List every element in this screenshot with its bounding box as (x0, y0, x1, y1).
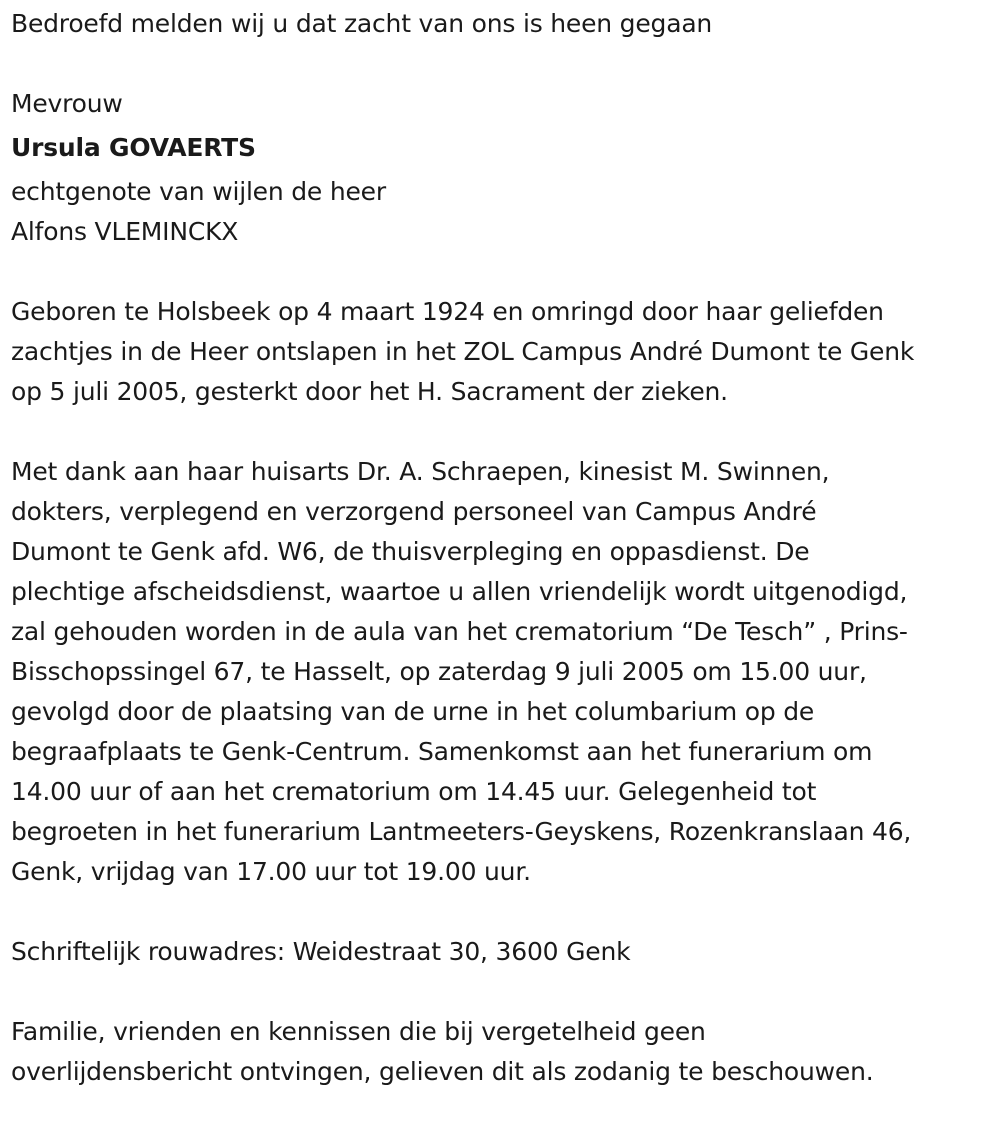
closing-paragraph (11, 1012, 990, 1092)
spacer (11, 44, 990, 84)
paragraph-line: Met dank aan haar huisarts Dr. A. Schraepen, kinesist M. Swinnen, (11, 457, 830, 486)
paragraph-line: op 5 juli 2005, gesterkt door het H. Sacrament der zieken. (11, 377, 728, 406)
paragraph-line: Genk, vrijdag van 17.00 uur tot 19.00 uur. (11, 857, 531, 886)
paragraph-line: begroeten in het funerarium Lantmeeters-Geyskens, Rozenkranslaan 46, (11, 817, 912, 846)
birth-paragraph (11, 292, 990, 412)
paragraph-line: begraafplaats te Genk-Centrum. Samenkomst aan het funerarium om (11, 737, 873, 766)
paragraph-line: zachtjes in de Heer ontslapen in het ZOL Campus André Dumont te Genk (11, 337, 915, 366)
relation-text: echtgenote van wijlen de heer (11, 177, 386, 206)
paragraph-line: gevolgd door de plaatsing van de urne in het columbarium op de (11, 697, 815, 726)
paragraph-line: plechtige afscheidsdienst, waartoe u allen vriendelijk wordt uitgenodigd, (11, 577, 908, 606)
paragraph-line: Bisschopssingel 67, te Hasselt, op zaterdag 9 juli 2005 om 15.00 uur, (11, 657, 867, 686)
deceased-title: Mevrouw (11, 89, 123, 118)
paragraph-line: Dumont te Genk afd. W6, de thuisverpleging en oppasdienst. De (11, 537, 810, 566)
paragraph-line: Familie, vrienden en kennissen die bij vergetelheid geen (11, 1017, 706, 1046)
paragraph-line: Geboren te Holsbeek op 4 maart 1924 en omringd door haar geliefden (11, 297, 884, 326)
paragraph-line: zal gehouden worden in de aula van het crematorium “De Tesch” , Prins- (11, 617, 908, 646)
deceased-name: Ursula GOVAERTS (11, 133, 256, 162)
paragraph-line: dokters, verplegend en verzorgend personeel van Campus André (11, 497, 817, 526)
spacer (11, 252, 990, 292)
paragraph-line: overlijdensbericht ontvingen, gelieven dit als zodanig te beschouwen. (11, 1057, 874, 1086)
spacer (11, 412, 990, 452)
spouse-name: Alfons VLEMINCKX (11, 217, 239, 246)
spacer (11, 972, 990, 1012)
intro-text: Bedroefd melden wij u dat zacht van ons is heen gegaan (11, 9, 713, 38)
paragraph-line: 14.00 uur of aan het crematorium om 14.45 uur. Gelegenheid tot (11, 777, 817, 806)
mourning-address: Schriftelijk rouwadres: Weidestraat 30, 3600 Genk (11, 937, 631, 966)
spacer (11, 892, 990, 932)
thanks-paragraph (11, 452, 990, 892)
